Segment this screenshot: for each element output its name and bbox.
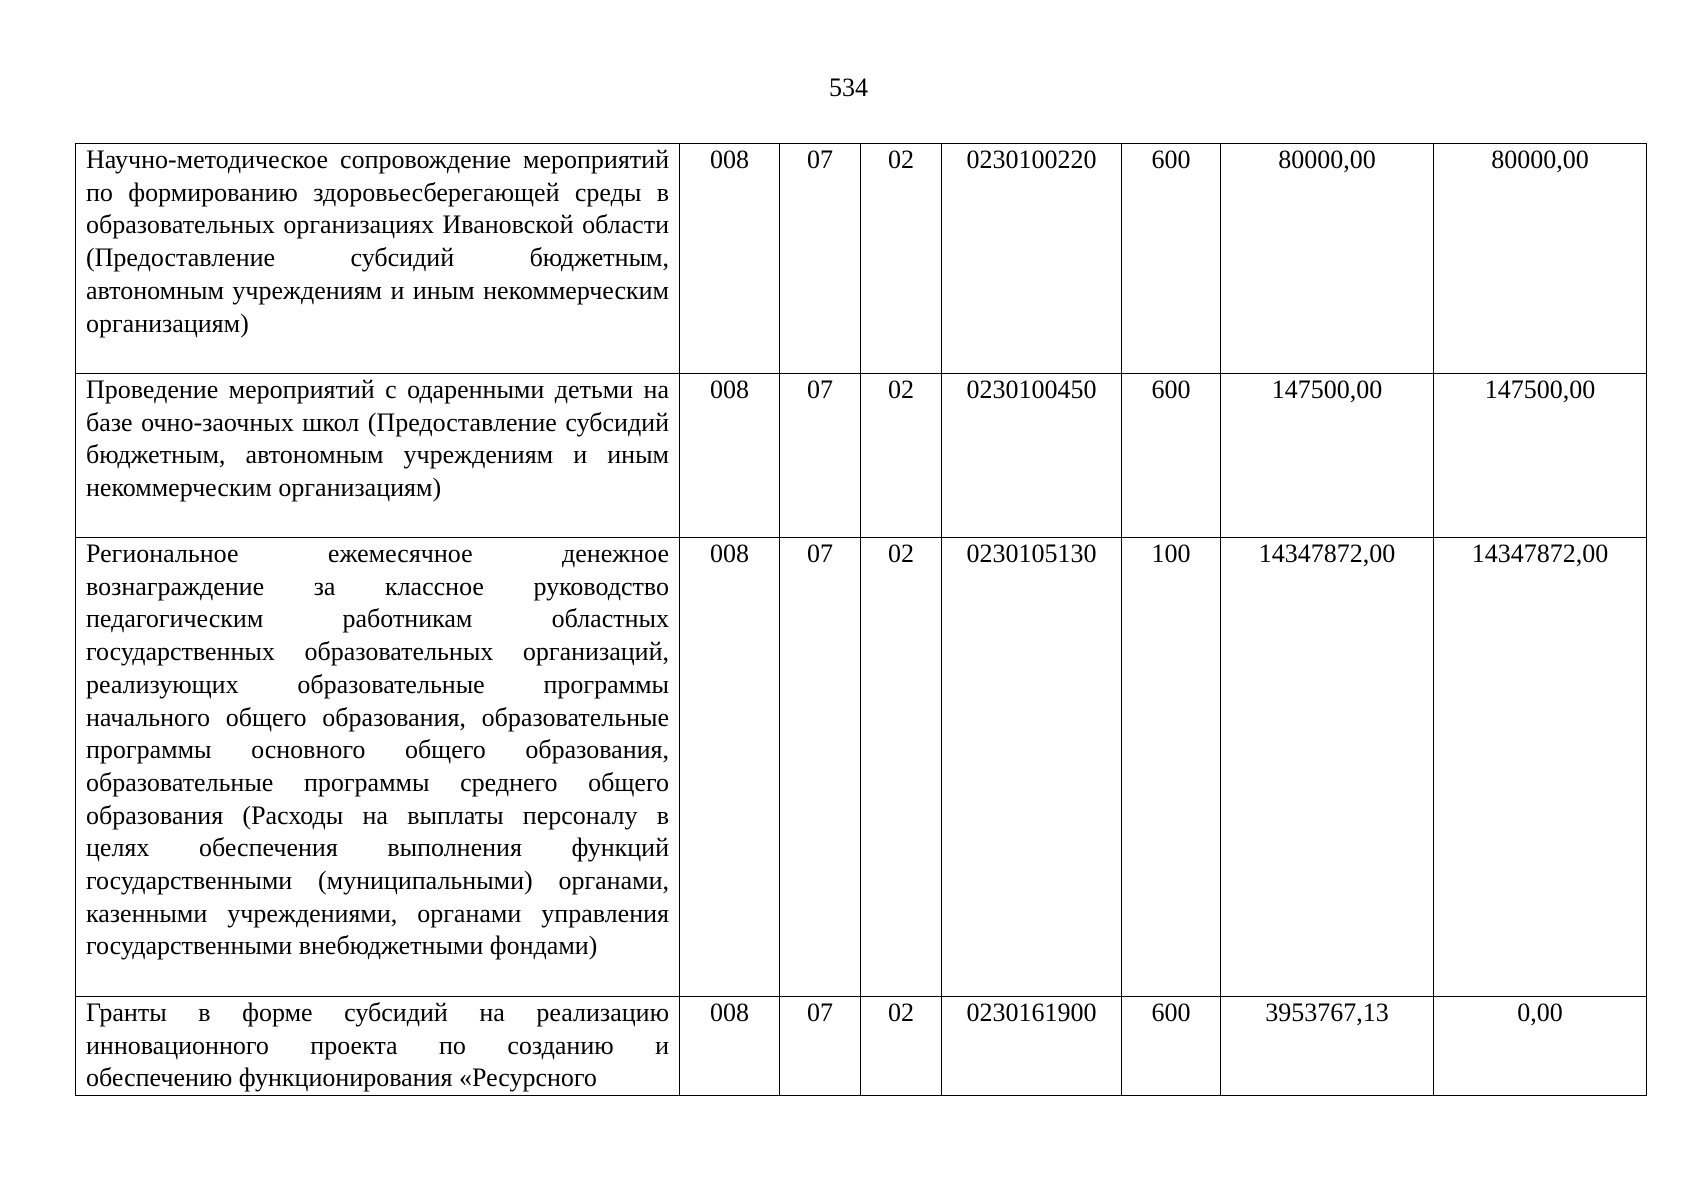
row-expense-type: 100 — [1122, 538, 1221, 997]
row-section-code: 07 — [780, 538, 861, 997]
row-amount-1: 3953767,13 — [1221, 997, 1434, 1096]
row-description: Проведение мероприятий с одаренными детьми на базе очно-заочных школ (Предоставление субсидий бюджетным, автономным учреждениям и иным некоммерческим организациям) — [76, 374, 680, 538]
table-row — [76, 997, 1647, 1096]
row-subsection-code: 02 — [861, 144, 942, 374]
row-amount-2: 14347872,00 — [1434, 538, 1647, 997]
row-amount-2: 0,00 — [1434, 997, 1647, 1096]
row-expense-type: 600 — [1122, 374, 1221, 538]
row-description: Гранты в форме субсидий на реализацию инновационного проекта по созданию и обеспечению функционирования «Ресурсного — [76, 997, 680, 1096]
page-number: 534 — [829, 73, 868, 102]
row-section-code: 07 — [780, 374, 861, 538]
budget-table — [75, 143, 1647, 1096]
table-row — [76, 144, 1647, 374]
row-amount-1: 14347872,00 — [1221, 538, 1434, 997]
row-admin-code: 008 — [680, 144, 780, 374]
table-row — [76, 374, 1647, 538]
row-admin-code: 008 — [680, 538, 780, 997]
row-subsection-code: 02 — [861, 997, 942, 1096]
row-description: Научно-методическое сопровождение мероприятий по формированию здоровьесберегающей среды в образовательных организациях Ивановской области (Предоставление субсидий бюджетным, автономным учреждениям и иным некоммерческим организациям) — [76, 144, 680, 374]
row-subsection-code: 02 — [861, 374, 942, 538]
row-admin-code: 008 — [680, 997, 780, 1096]
row-admin-code: 008 — [680, 374, 780, 538]
row-target-code: 0230100220 — [942, 144, 1122, 374]
row-section-code: 07 — [780, 144, 861, 374]
row-description: Региональное ежемесячное денежное вознаграждение за классное руководство педагогическим работникам областных государственных образовательных организаций, реализующих образовательные программы начального общего образования, образовательные программы основного общего образования, образовательные программы среднего общего образования (Расходы на выплаты персоналу в целях обеспечения выполнения функций государственными (муниципальными) органами, казенными учреждениями, органами управления государственными внебюджетными фондами) — [76, 538, 680, 997]
row-target-code: 0230161900 — [942, 997, 1122, 1096]
row-expense-type: 600 — [1122, 144, 1221, 374]
row-amount-1: 147500,00 — [1221, 374, 1434, 538]
table-row — [76, 538, 1647, 997]
row-expense-type: 600 — [1122, 997, 1221, 1096]
row-target-code: 0230100450 — [942, 374, 1122, 538]
row-target-code: 0230105130 — [942, 538, 1122, 997]
row-amount-2: 147500,00 — [1434, 374, 1647, 538]
row-amount-2: 80000,00 — [1434, 144, 1647, 374]
row-amount-1: 80000,00 — [1221, 144, 1434, 374]
row-section-code: 07 — [780, 997, 861, 1096]
row-subsection-code: 02 — [861, 538, 942, 997]
